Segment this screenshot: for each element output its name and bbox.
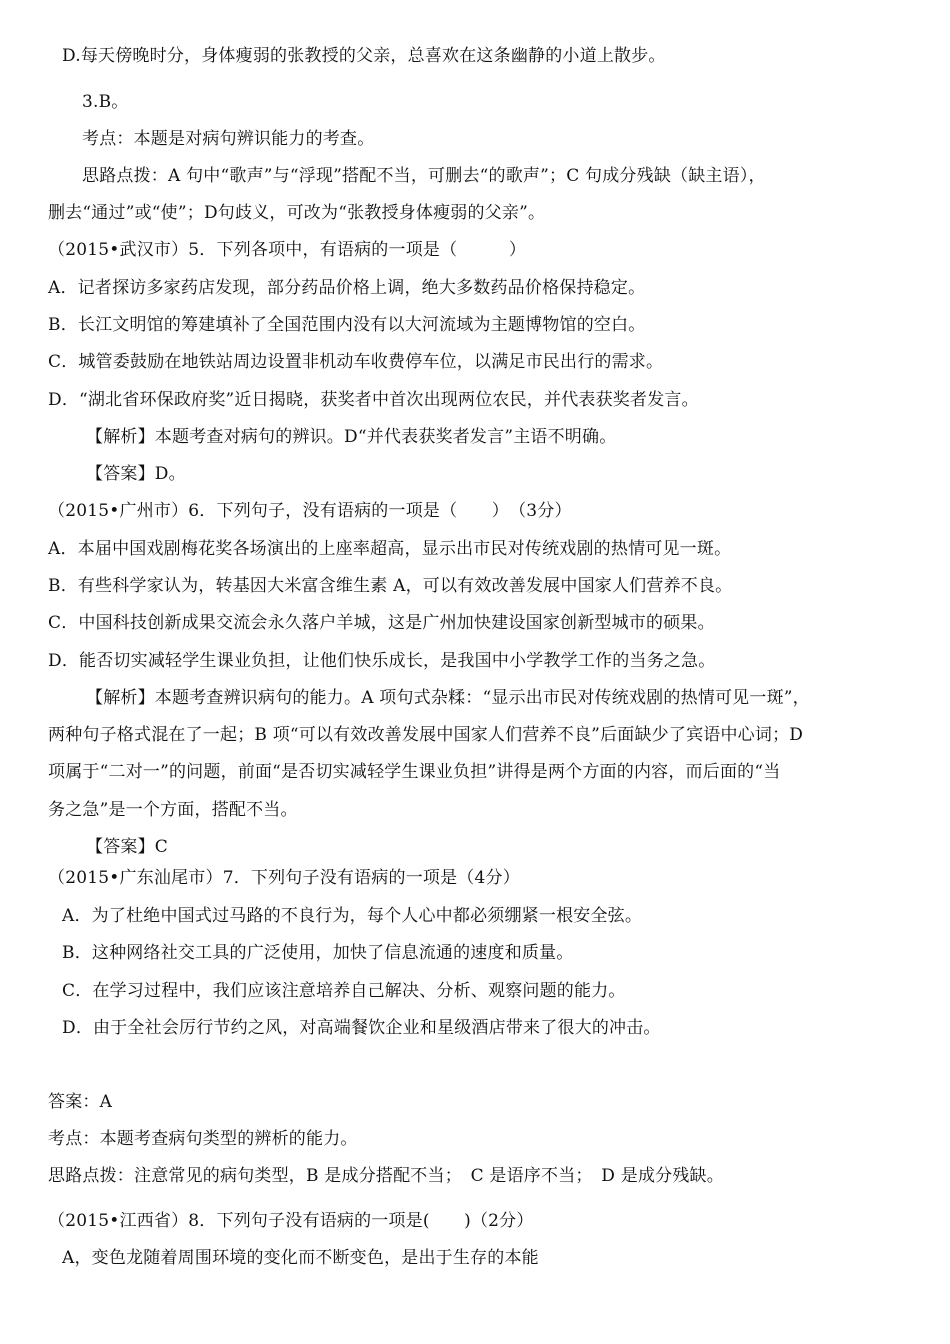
q7-answer: 答案：A xyxy=(48,1092,113,1112)
option-d-line: D.每天傍晚时分，身体瘦弱的张教授的父亲，总喜欢在这条幽静的小道上散步。 xyxy=(62,46,666,66)
q6-option-c: C．中国科技创新成果交流会永久落户羊城，这是广州加快建设国家创新型城市的硕果。 xyxy=(48,613,715,633)
q6-analysis-cont-3: 务之急”是一个方面，搭配不当。 xyxy=(48,800,298,820)
q5-option-c: C．城管委鼓励在地铁站周边设置非机动车收费停车位，以满足市民出行的需求。 xyxy=(48,352,664,372)
q5-answer: 【答案】D。 xyxy=(86,464,186,484)
q6-option-d: D．能否切实减轻学生课业负担，让他们快乐成长，是我国中小学教学工作的当务之急。 xyxy=(48,651,716,671)
q7-option-a: A．为了杜绝中国式过马路的不良行为，每个人心中都必须绷紧一根安全弦。 xyxy=(62,906,643,926)
q8-option-a: A，变色龙随着周围环境的变化而不断变色，是出于生存的本能 xyxy=(62,1248,539,1268)
silu-line-cont: 删去“通过”或“使”；D句歧义，可改为“张教授身体瘦弱的父亲”。 xyxy=(48,203,546,223)
answer-3: 3.B。 xyxy=(82,92,129,112)
q6-option-a: A．本届中国戏剧梅花奖各场演出的上座率超高，显示出市民对传统戏剧的热情可见一斑。 xyxy=(48,539,732,559)
question-8-title: （2015•江西省）8．下列句子没有语病的一项是( )（2分） xyxy=(48,1211,534,1231)
q6-analysis-cont-1: 两种句子格式混在了一起；B 项“可以有效改善发展中国家人们营养不良”后面缺少了宾语中心词；D xyxy=(48,725,804,745)
question-7-title: （2015•广东汕尾市）7．下列句子没有语病的一项是（4分） xyxy=(48,868,520,888)
q6-answer: 【答案】C xyxy=(86,837,169,857)
question-5-title: （2015•武汉市）5．下列各项中，有语病的一项是（ ） xyxy=(48,240,527,260)
q5-option-b: B．长江文明馆的筹建填补了全国范围内没有以大河流域为主题博物馆的空白。 xyxy=(48,315,646,335)
q5-option-d: D．“湖北省环保政府奖”近日揭晓，获奖者中首次出现两位农民，并代表获奖者发言。 xyxy=(48,390,699,410)
q7-option-d: D．由于全社会厉行节约之风，对高端餐饮企业和星级酒店带来了很大的冲击。 xyxy=(62,1018,661,1038)
q6-analysis: 【解析】本题考查辨识病句的能力。A 项句式杂糅：“显示出市民对传统戏剧的热情可见一斑”， xyxy=(86,688,810,708)
silu-line: 思路点拨：A 句中“歌声”与“浮现”搭配不当，可删去“的歌声”；C 句成分残缺（缺主语）， xyxy=(82,166,766,186)
q7-option-c: C．在学习过程中，我们应该注意培养自己解决、分析、观察问题的能力。 xyxy=(62,981,626,1001)
q6-analysis-cont-2: 项属于“二对一”的问题，前面“是否切实减轻学生课业负担”讲得是两个方面的内容，而后面的“当 xyxy=(48,762,781,782)
q7-kaodian: 考点：本题考查病句类型的辨析的能力。 xyxy=(48,1129,358,1149)
q6-option-b: B．有些科学家认为，转基因大米富含维生素 A，可以有效改善发展中国家人们营养不良。 xyxy=(48,576,733,596)
q7-silu: 思路点拨：注意常见的病句类型，B 是成分搭配不当； C 是语序不当； D 是成分残缺。 xyxy=(48,1166,724,1186)
question-6-title: （2015•广州市）6．下列句子，没有语病的一项是（ ） （3分） xyxy=(48,501,572,521)
q7-option-b: B．这种网络社交工具的广泛使用，加快了信息流通的速度和质量。 xyxy=(62,943,574,963)
kaodian-line: 考点：本题是对病句辨识能力的考查。 xyxy=(82,129,375,149)
q5-option-a: A．记者探访多家药店发现，部分药品价格上调，绝大多数药品价格保持稳定。 xyxy=(48,278,646,298)
q5-analysis: 【解析】本题考查对病句的辨识。D“并代表获奖者发言”主语不明确。 xyxy=(86,427,617,447)
